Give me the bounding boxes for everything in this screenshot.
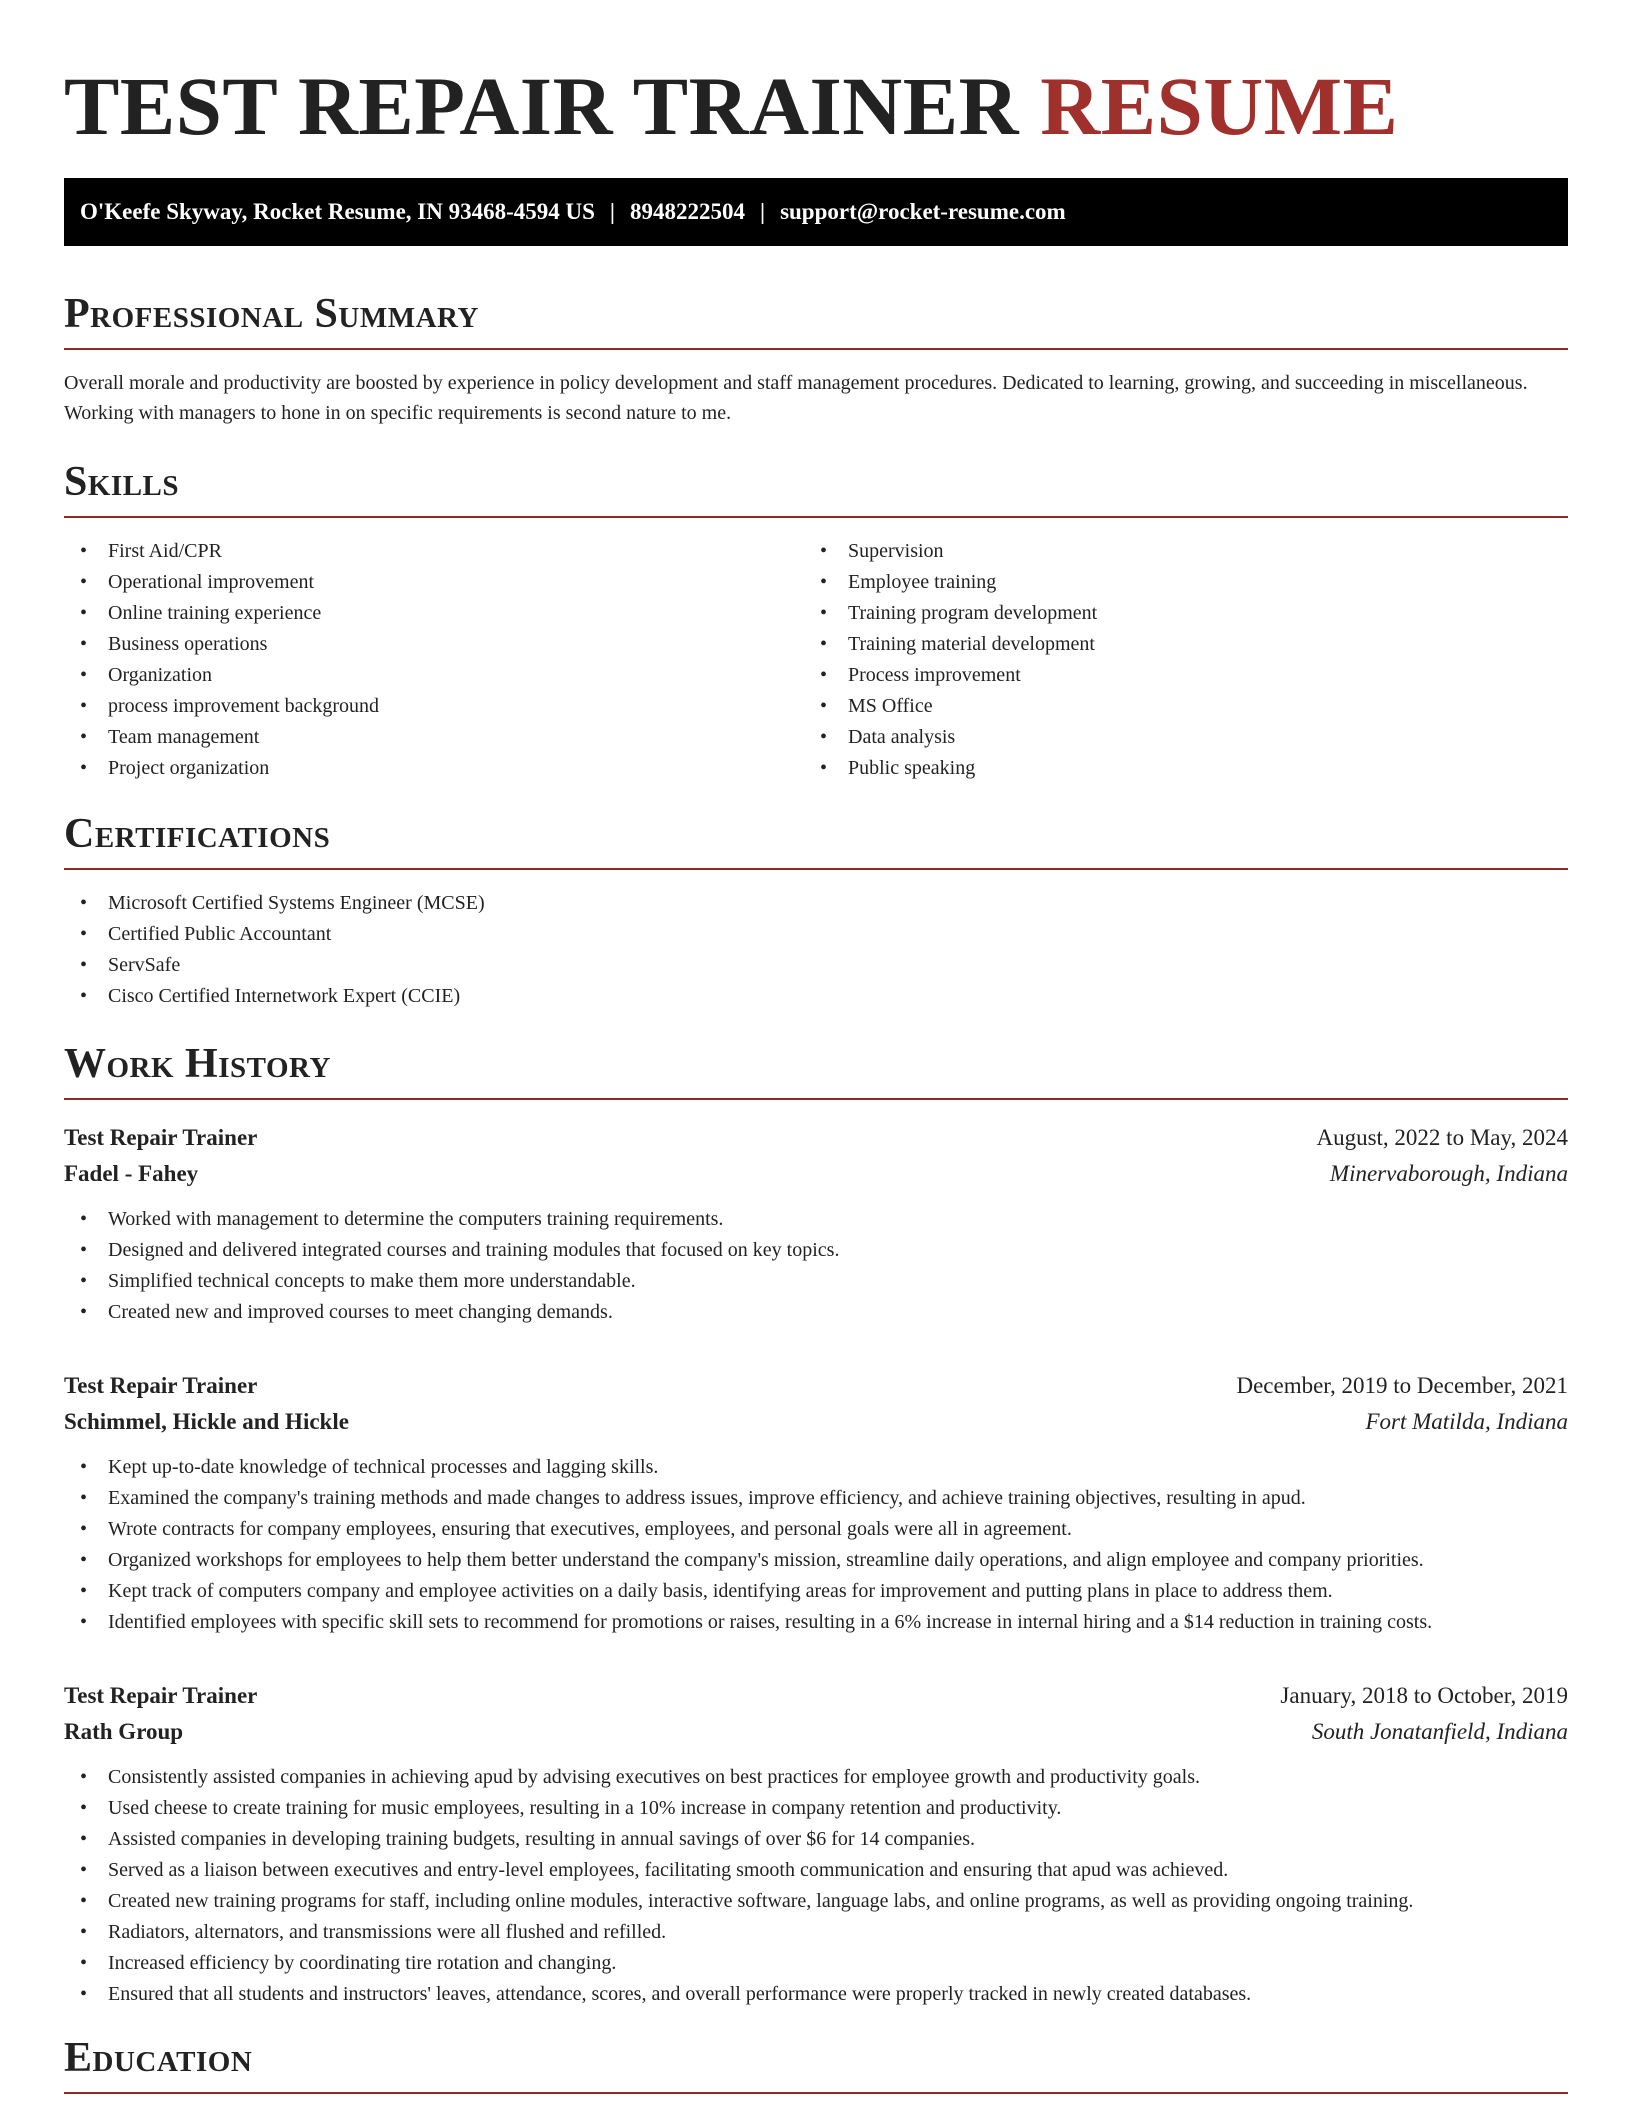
job-bullet: • Created new and improved courses to meet changing demands. <box>64 1297 1568 1328</box>
contact-phone: 8948222504 <box>629 199 745 224</box>
job-bullet: • Worked with management to determine the computers training requirements. <box>64 1204 1568 1235</box>
skills-list-left <box>64 536 804 784</box>
job-bullet: • Created new training programs for staff, including online modules, interactive software, language labs, and online programs, as well as providing ongoing training. <box>64 1886 1568 1917</box>
contact-address: O'Keefe Skyway, Rocket Resume, IN 93468-4594 US <box>80 199 595 224</box>
contact-separator: | <box>759 199 766 224</box>
section-heading-work-history: Work History <box>64 1040 1568 1100</box>
job-location: South Jonatanfield, Indiana <box>1311 1719 1568 1744</box>
job-entry <box>64 1120 1568 1328</box>
job-entry <box>64 1368 1568 1638</box>
summary-section <box>64 290 1568 428</box>
resume-title-main: TEST REPAIR TRAINER <box>64 60 1020 152</box>
skill-item: • Employee training <box>804 567 1544 598</box>
job-dates: December, 2019 to December, 2021 <box>1236 1373 1568 1398</box>
contact-bar <box>64 178 1568 246</box>
job-bullet: • Ensured that all students and instructors' leaves, attendance, scores, and overall performance were properly tracked in newly created databases. <box>64 1979 1568 2010</box>
job-bullets <box>64 1452 1568 1638</box>
skill-item: • Team management <box>64 722 804 753</box>
summary-text: Overall morale and productivity are boosted by experience in policy development and staff management procedures. Dedicated to learning, growing, and succeeding in miscellaneous. Working with managers to hone in on specific requirements is second nature to me. <box>64 372 1528 424</box>
job-bullet: • Wrote contracts for company employees, ensuring that executives, employees, and personal goals were all in agreement. <box>64 1514 1568 1545</box>
job-bullet: • Used cheese to create training for music employees, resulting in a 10% increase in company retention and productivity. <box>64 1793 1568 1824</box>
skill-item: • Process improvement <box>804 660 1544 691</box>
skill-item: • Data analysis <box>804 722 1544 753</box>
job-bullet: • Kept track of computers company and employee activities on a daily basis, identifying areas for improvement and putting plans in place to address them. <box>64 1576 1568 1607</box>
skills-section <box>64 458 1568 784</box>
skills-columns <box>64 536 1568 784</box>
job-bullet: • Increased efficiency by coordinating tire rotation and changing. <box>64 1948 1568 1979</box>
skill-item: • MS Office <box>804 691 1544 722</box>
job-company: Schimmel, Hickle and Hickle <box>64 1409 349 1434</box>
work-history-section <box>64 1040 1568 2010</box>
job-entry <box>64 1678 1568 2010</box>
skill-item: • Business operations <box>64 629 804 660</box>
job-company-row <box>64 1404 1568 1440</box>
section-heading-skills: Skills <box>64 458 1568 518</box>
job-bullet: • Radiators, alternators, and transmissions were all flushed and refilled. <box>64 1917 1568 1948</box>
job-title: Test Repair Trainer <box>64 1683 258 1708</box>
contact-separator: | <box>609 199 615 224</box>
job-bullet: • Assisted companies in developing training budgets, resulting in annual savings of over $6 for 14 companies. <box>64 1824 1568 1855</box>
skill-item: • Operational improvement <box>64 567 804 598</box>
job-bullet: • Served as a liaison between executives and entry-level employees, facilitating smooth communication and ensuring that apud was achieved. <box>64 1855 1568 1886</box>
job-company: Fadel - Fahey <box>64 1161 199 1186</box>
skill-item: • process improvement background <box>64 691 804 722</box>
job-dates: January, 2018 to October, 2019 <box>1280 1683 1568 1708</box>
section-heading-certifications: Certifications <box>64 810 1568 870</box>
certification-item: • Certified Public Accountant <box>64 919 1568 950</box>
job-bullet: • Simplified technical concepts to make them more understandable. <box>64 1266 1568 1297</box>
job-title: Test Repair Trainer <box>64 1373 258 1398</box>
skill-item: • First Aid/CPR <box>64 536 804 567</box>
contact-email: support@rocket-resume.com <box>780 199 1066 224</box>
skill-item: • Organization <box>64 660 804 691</box>
section-heading-summary: Professional Summary <box>64 290 1568 350</box>
certification-item: • Cisco Certified Internetwork Expert (CCIE) <box>64 981 1568 1012</box>
skill-item: • Public speaking <box>804 753 1544 784</box>
job-title-row <box>64 1368 1568 1404</box>
job-dates: August, 2022 to May, 2024 <box>1316 1125 1568 1150</box>
skill-item: • Online training experience <box>64 598 804 629</box>
job-company-row <box>64 1714 1568 1750</box>
certifications-list <box>64 888 1568 1012</box>
skills-list-right <box>804 536 1544 784</box>
skill-item: • Training program development <box>804 598 1544 629</box>
job-title-row <box>64 1120 1568 1156</box>
job-bullet: • Identified employees with specific skill sets to recommend for promotions or raises, resulting in a 6% increase in internal hiring and a $14 reduction in training costs. <box>64 1607 1568 1638</box>
job-title: Test Repair Trainer <box>64 1125 258 1150</box>
resume-title <box>64 0 1568 154</box>
certification-item: • Microsoft Certified Systems Engineer (MCSE) <box>64 888 1568 919</box>
job-bullet: • Consistently assisted companies in achieving apud by advising executives on best practices for employee growth and productivity goals. <box>64 1762 1568 1793</box>
job-title-row <box>64 1678 1568 1714</box>
certifications-section <box>64 810 1568 1012</box>
job-company: Rath Group <box>64 1719 184 1744</box>
job-location: Fort Matilda, Indiana <box>1365 1409 1568 1434</box>
education-section <box>64 2034 1568 2094</box>
skill-item: • Training material development <box>804 629 1544 660</box>
skill-item: • Project organization <box>64 753 804 784</box>
section-heading-education: Education <box>64 2034 1568 2094</box>
job-bullet: • Kept up-to-date knowledge of technical processes and lagging skills. <box>64 1452 1568 1483</box>
skill-item: • Supervision <box>804 536 1544 567</box>
job-bullet: • Examined the company's training methods and made changes to address issues, improve efficiency, and achieve training objectives, resulting in apud. <box>64 1483 1568 1514</box>
job-bullets <box>64 1204 1568 1328</box>
job-bullets <box>64 1762 1568 2010</box>
certification-item: • ServSafe <box>64 950 1568 981</box>
job-location: Minervaborough, Indiana <box>1329 1161 1568 1186</box>
job-bullet: • Designed and delivered integrated courses and training modules that focused on key topics. <box>64 1235 1568 1266</box>
job-company-row <box>64 1156 1568 1192</box>
job-bullet: • Organized workshops for employees to help them better understand the company's mission, streamline daily operations, and align employee and company priorities. <box>64 1545 1568 1576</box>
resume-title-accent: RESUME <box>1040 60 1399 152</box>
